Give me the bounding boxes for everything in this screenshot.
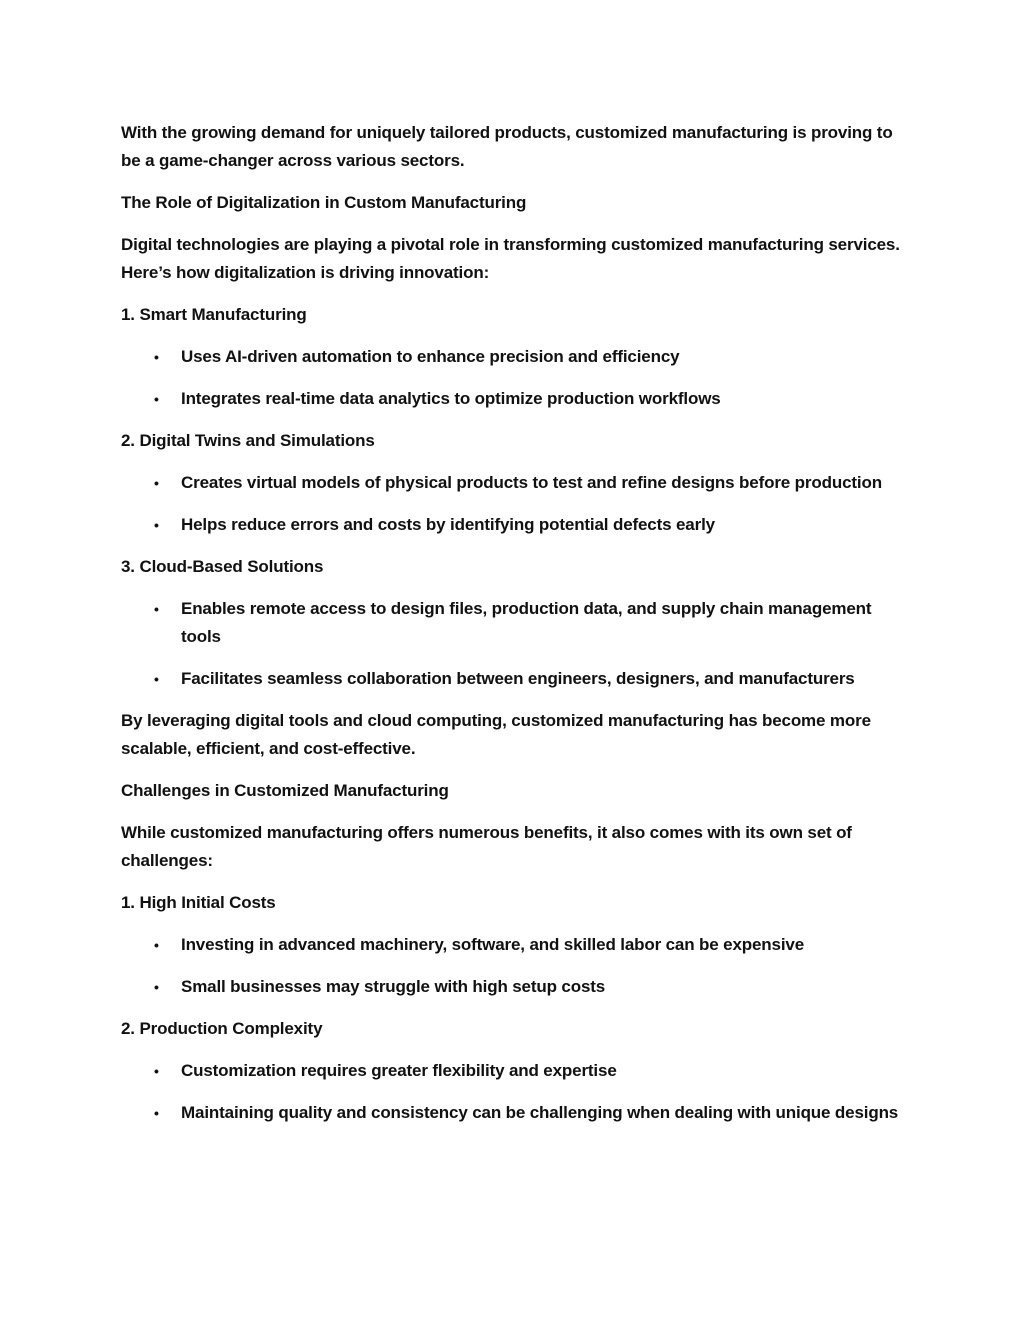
list-item-text: Customization requires greater flexibility and expertise xyxy=(181,1061,617,1080)
bullet-icon: • xyxy=(154,391,159,407)
bullet-list xyxy=(121,595,911,693)
list-item-text: Enables remote access to design files, production data, and supply chain management tools xyxy=(181,599,872,646)
list-item xyxy=(121,1057,911,1085)
bullet-icon: • xyxy=(154,979,159,995)
list-item xyxy=(121,469,911,497)
subheading-smart-manufacturing: 1. Smart Manufacturing xyxy=(121,305,307,324)
list-item-text: Maintaining quality and consistency can be challenging when dealing with unique designs xyxy=(181,1103,899,1122)
subheading-digital-twins: 2. Digital Twins and Simulations xyxy=(121,431,375,450)
digitalization-lead-paragraph: Digital technologies are playing a pivotal role in transforming customized manufacturing services. Here’s how digitalization is driving innovation: xyxy=(121,235,900,282)
bullet-icon: • xyxy=(154,1105,159,1121)
subheading-cloud-solutions: 3. Cloud-Based Solutions xyxy=(121,557,324,576)
list-item xyxy=(121,665,911,693)
digitalization-conclusion-paragraph: By leveraging digital tools and cloud computing, customized manufacturing has become more scalable, efficient, and cost-effective. xyxy=(121,711,871,758)
bullet-list xyxy=(121,931,911,1001)
challenges-lead-paragraph: While customized manufacturing offers numerous benefits, it also comes with its own set of challenges: xyxy=(121,823,852,870)
bullet-list xyxy=(121,343,911,413)
bullet-icon: • xyxy=(154,1063,159,1079)
list-item-text: Facilitates seamless collaboration between engineers, designers, and manufacturers xyxy=(181,669,855,688)
list-item-text: Creates virtual models of physical products to test and refine designs before production xyxy=(181,473,882,492)
list-item xyxy=(121,973,911,1001)
document-body xyxy=(121,119,911,1141)
intro-paragraph: With the growing demand for uniquely tailored products, customized manufacturing is proving to be a game-changer across various sectors. xyxy=(121,123,893,170)
list-item xyxy=(121,1099,911,1127)
section-heading-challenges: Challenges in Customized Manufacturing xyxy=(121,781,449,800)
list-item xyxy=(121,595,911,651)
subheading-high-initial-costs: 1. High Initial Costs xyxy=(121,893,276,912)
list-item xyxy=(121,343,911,371)
list-item xyxy=(121,931,911,959)
bullet-icon: • xyxy=(154,517,159,533)
list-item-text: Investing in advanced machinery, software, and skilled labor can be expensive xyxy=(181,935,805,954)
bullet-list xyxy=(121,469,911,539)
list-item xyxy=(121,511,911,539)
bullet-icon: • xyxy=(154,937,159,953)
bullet-icon: • xyxy=(154,349,159,365)
list-item-text: Uses AI-driven automation to enhance precision and efficiency xyxy=(181,347,680,366)
list-item-text: Small businesses may struggle with high setup costs xyxy=(181,977,606,996)
list-item-text: Helps reduce errors and costs by identifying potential defects early xyxy=(181,515,715,534)
list-item-text: Integrates real-time data analytics to optimize production workflows xyxy=(181,389,721,408)
list-item xyxy=(121,385,911,413)
bullet-icon: • xyxy=(154,671,159,687)
subheading-production-complexity: 2. Production Complexity xyxy=(121,1019,323,1038)
bullet-icon: • xyxy=(154,601,159,617)
section-heading-digitalization: The Role of Digitalization in Custom Manufacturing xyxy=(121,193,527,212)
bullet-list xyxy=(121,1057,911,1127)
bullet-icon: • xyxy=(154,475,159,491)
